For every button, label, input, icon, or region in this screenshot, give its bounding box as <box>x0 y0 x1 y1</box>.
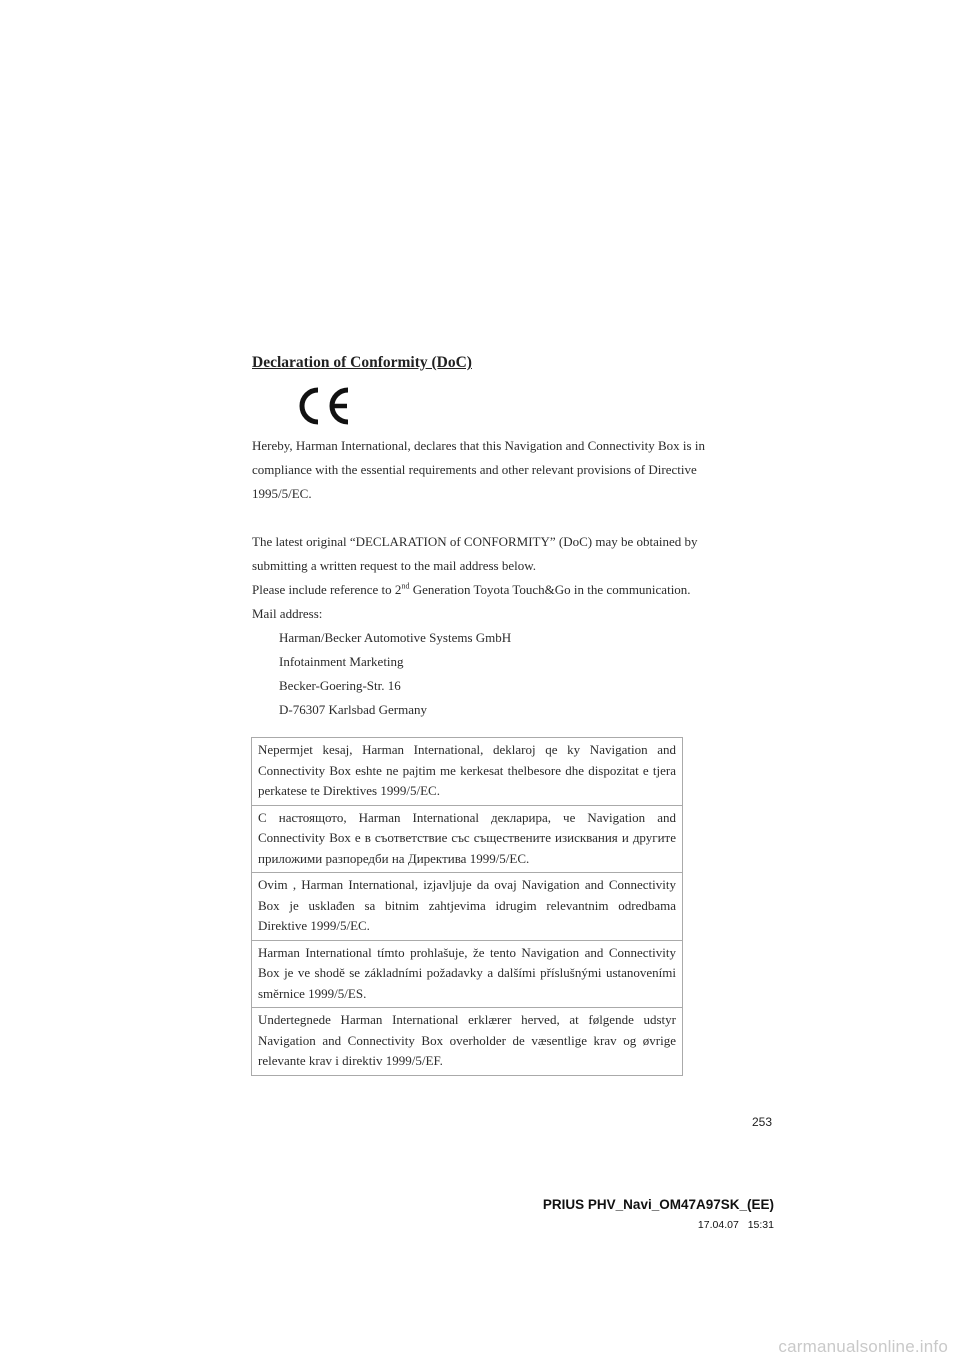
ordinal-suffix: nd <box>401 581 410 591</box>
table-row <box>252 1008 683 1076</box>
paragraph-line: The latest original “DECLARATION of CONFORMITY” (DoC) may be obtained by <box>252 534 698 549</box>
include-reference-line: Please include reference to 2nd Generation Toyota Touch&Go in the communication. <box>252 581 691 597</box>
declaration-croatian: Ovim , Harman International, izjavljuje da ovaj Navigation and Connectivity Box je usklađen sa bitnim zahtjevima idrugim relevantnim odredbama Direktive 1999/5/EC. <box>252 873 683 941</box>
table-row <box>252 738 683 806</box>
request-paragraph <box>252 530 732 722</box>
declaration-bulgarian: С настоящото, Harman International декларира, че Navigation and Connectivity Box е в съответствие със съществените изисквания и другите приложими разпоредби на Директива 1999/5/ЕС. <box>252 805 683 873</box>
address-line: D-76307 Karlsbad Germany <box>279 702 428 717</box>
compliance-paragraph <box>252 434 732 506</box>
mail-label: Mail address: <box>252 606 323 621</box>
manual-code: PRIUS PHV_Navi_OM47A97SK_(EE) <box>542 1197 774 1212</box>
address-line: Harman/Becker Automotive Systems GmbH <box>279 630 512 645</box>
watermark-text: carmanualsonline.info <box>778 1337 948 1356</box>
declaration-albanian: Nepermjet kesaj, Harman International, deklaroj qe ky Navigation and Connectivity Box eshte ne pajtim me kerkesat thelbesore dhe dispozitat e tjera perkatese te Direktives 1999/5/EC. <box>252 738 683 806</box>
doc-title: Declaration of Conformity (DoC) <box>252 354 472 371</box>
address-line: Becker-Goering-Str. 16 <box>279 678 401 693</box>
page-number: 253 <box>752 1115 773 1129</box>
paragraph-line: Hereby, Harman International, declares that this Navigation and Connectivity Box is in <box>252 438 705 453</box>
table-row <box>252 805 683 873</box>
address-line: Infotainment Marketing <box>279 654 404 669</box>
paragraph-line: submitting a written request to the mail address below. <box>252 558 537 573</box>
paragraph-line: compliance with the essential requirements and other relevant provisions of Directive <box>252 462 697 477</box>
declaration-danish: Undertegnede Harman International erklærer herved, at følgende udstyr Navigation and Connectivity Box overholder de væsentlige krav og øvrige relevante krav i direktiv 1999/5/EF. <box>252 1008 683 1076</box>
table-row <box>252 873 683 941</box>
table-row <box>252 940 683 1008</box>
declaration-czech: Harman International tímto prohlašuje, že tento Navigation and Connectivity Box je ve shodě se základními požadavky a dalšími příslušnými ustanoveními směrnice 1999/5/ES. <box>252 940 683 1008</box>
language-declarations-table <box>251 737 683 1076</box>
ce-mark-icon <box>296 386 356 426</box>
print-timestamp: 17.04.07 15:31 <box>697 1219 774 1231</box>
paragraph-line: 1995/5/EC. <box>252 486 312 501</box>
